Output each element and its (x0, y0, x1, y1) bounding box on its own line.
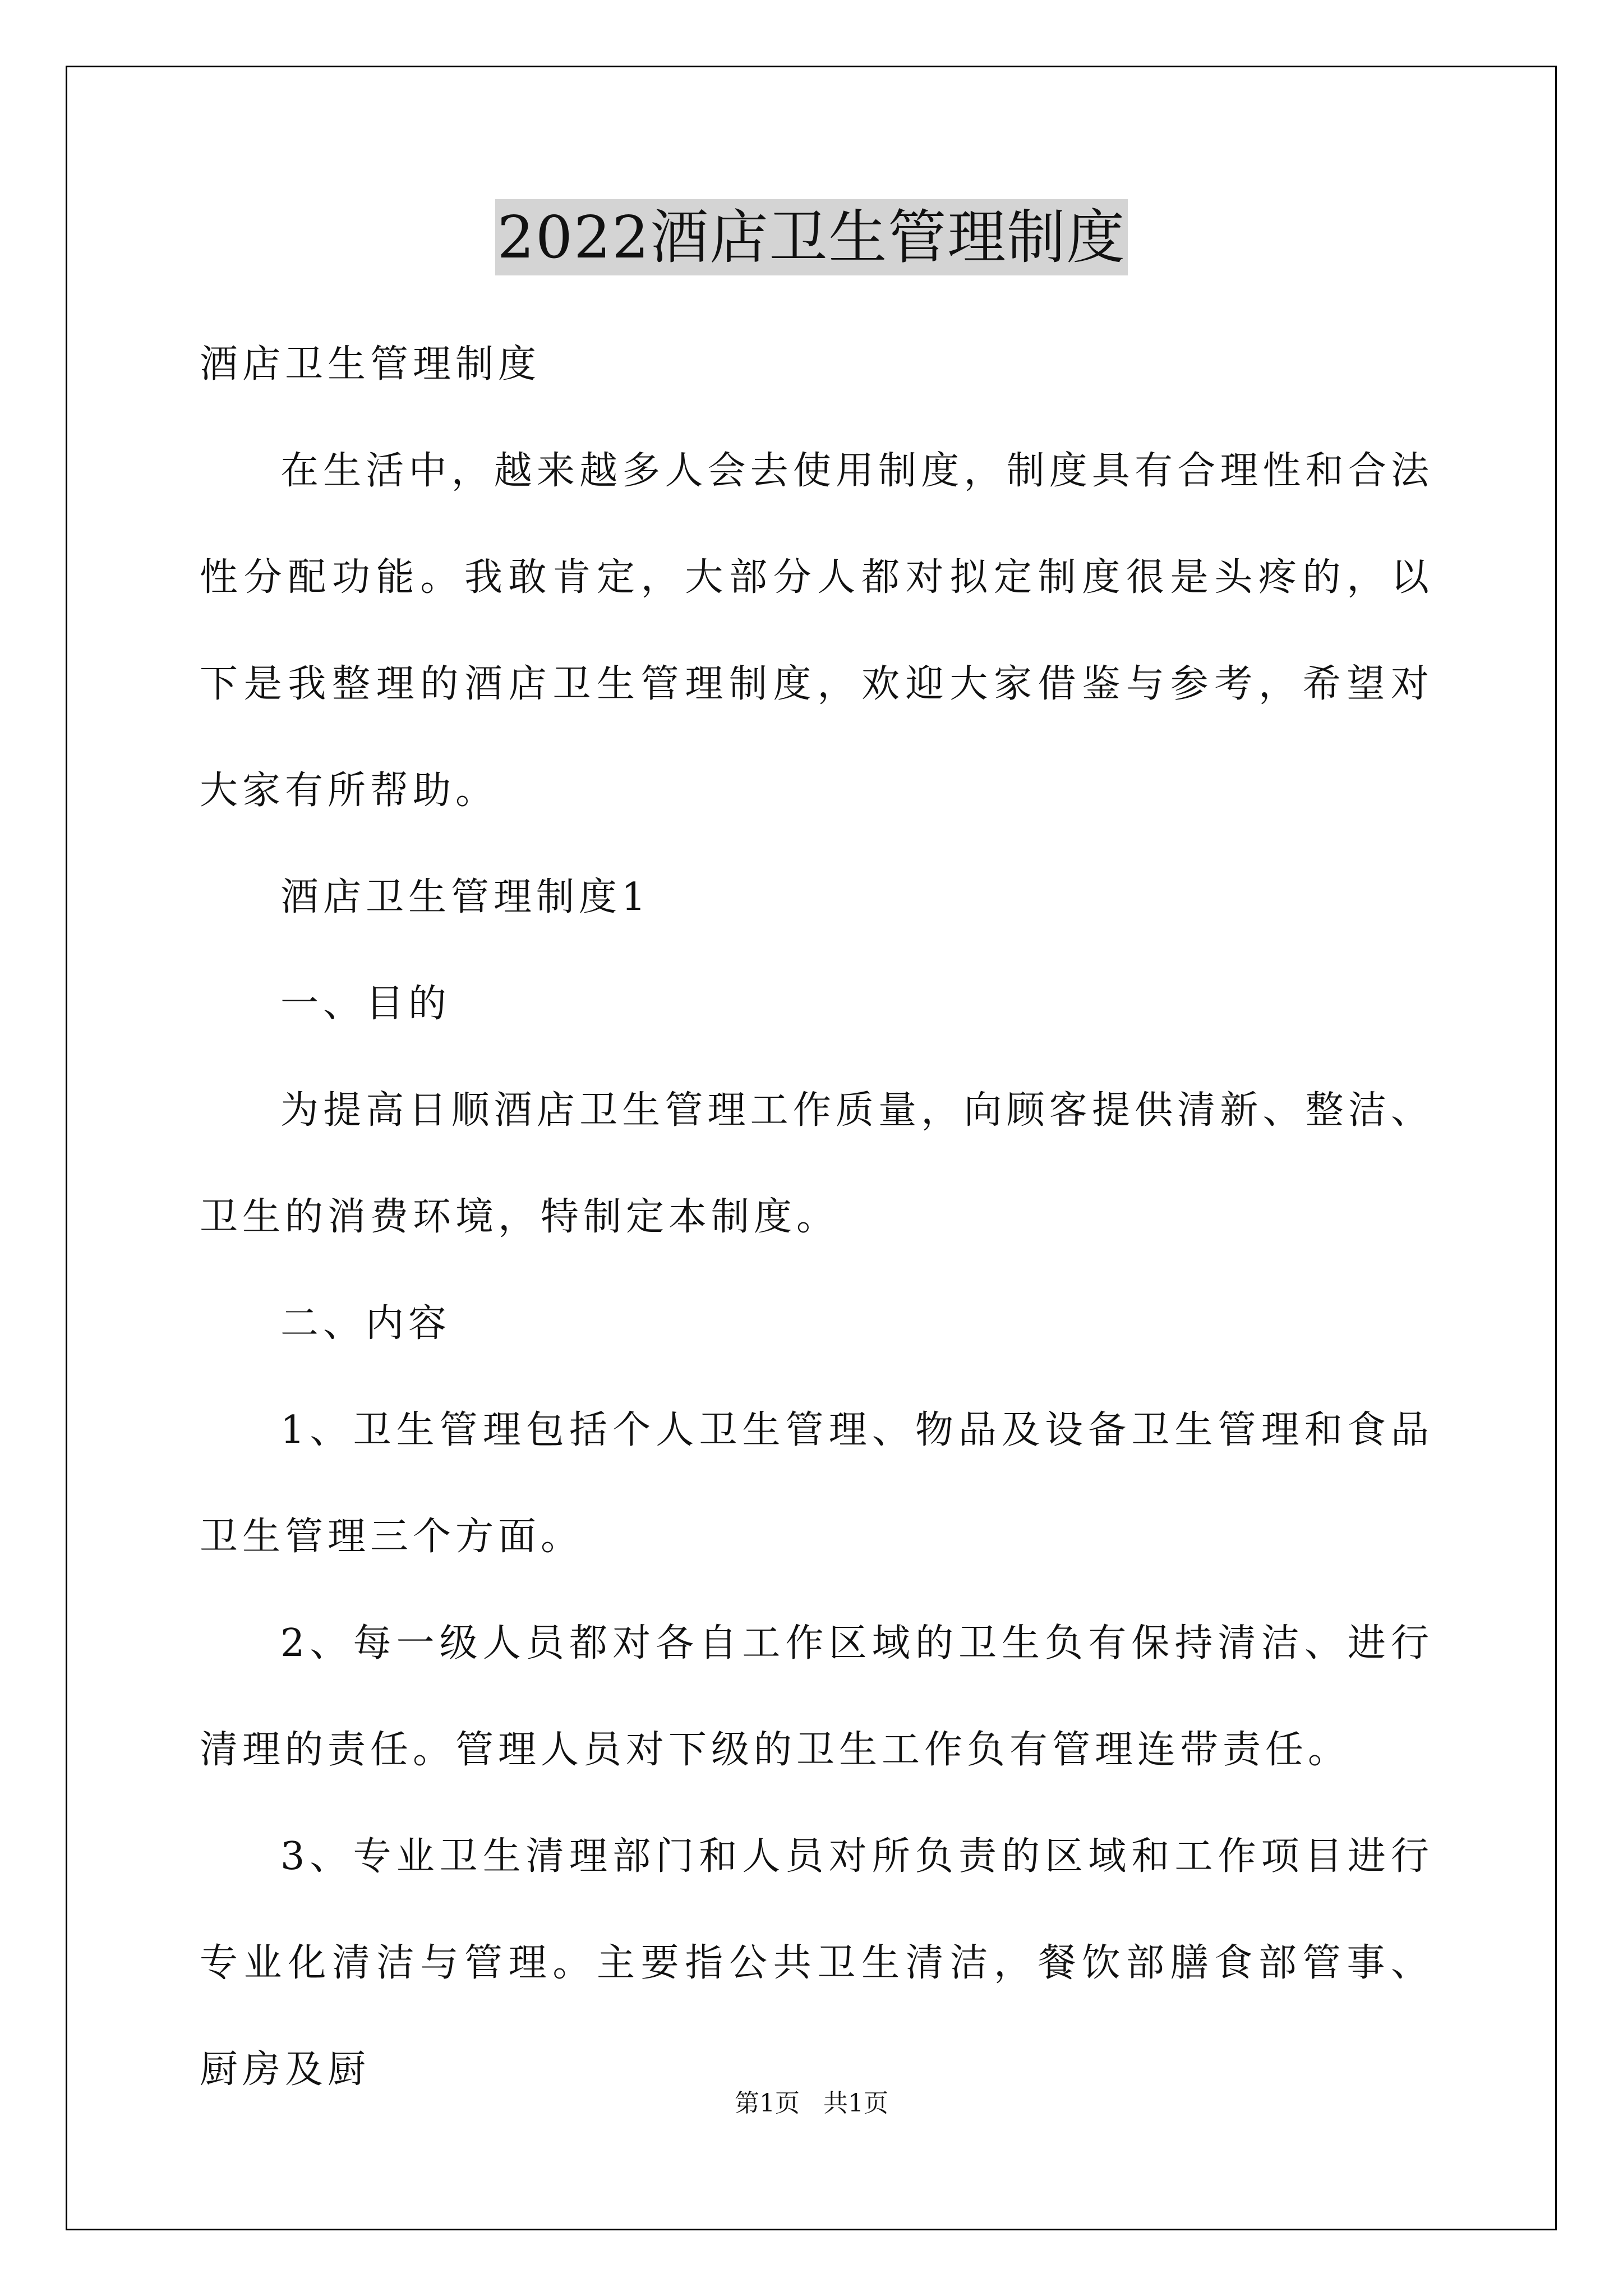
paragraph-item-3: 3、专业卫生清理部门和人员对所负责的区域和工作项目进行专业化清洁与管理。主要指公共卫生清洁，餐饮部膳食部管事、厨房及厨 (200, 1834, 1433, 2092)
paragraph-subtitle: 酒店卫生管理制度 (200, 342, 541, 386)
paragraph-intro: 在生活中，越来越多人会去使用制度，制度具有合理性和合法性分配功能。我敢肯定，大部分人都对拟定制度很是头疼的，以下是我整理的酒店卫生管理制度，欢迎大家借鉴与参考，希望对大家有所帮助。 (200, 449, 1433, 813)
document-body (200, 311, 1433, 2123)
subheading-purpose: 一、目的 (280, 982, 451, 1026)
page-footer (0, 2087, 1623, 2120)
subheading-content: 二、内容 (280, 1301, 451, 1346)
page-total: 共1页 (823, 2089, 888, 2118)
paragraph-item-2: 2、每一级人员都对各自工作区域的卫生负有保持清洁、进行清理的责任。管理人员对下级的卫生工作负有管理连带责任。 (200, 1621, 1433, 1772)
page-number: 第1页 (735, 2089, 800, 2118)
paragraph-item-1: 1、卫生管理包括个人卫生管理、物品及设备卫生管理和食品卫生管理三个方面。 (200, 1408, 1433, 1559)
paragraph-purpose: 为提高日顺酒店卫生管理工作质量，向顾客提供清新、整洁、卫生的消费环境，特制定本制度。 (200, 1088, 1433, 1239)
document-title: 2022酒店卫生管理制度 (495, 199, 1128, 275)
section-heading: 酒店卫生管理制度1 (280, 875, 651, 919)
title-wrap (0, 199, 1623, 275)
